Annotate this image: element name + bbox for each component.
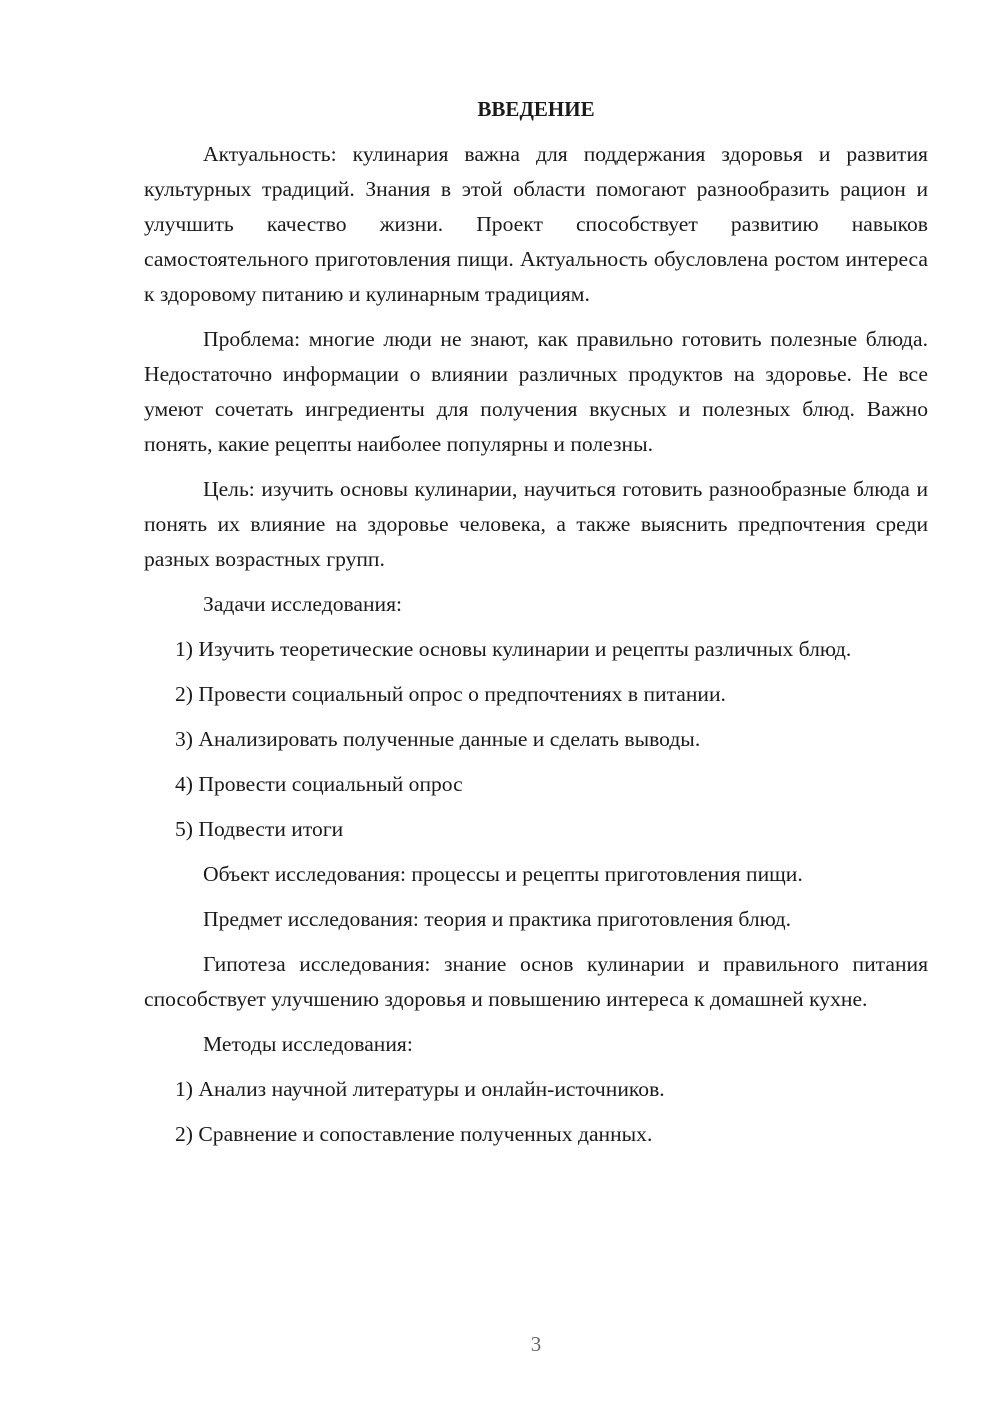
- problem-paragraph: Проблема: многие люди не знают, как правильно готовить полезные блюда. Недостаточно информации о влиянии различных продуктов на здоровье. Не все умеют сочетать ингредиенты для получения вкусных и полезных блюд. Важно понять, какие рецепты наиболее популярны и полезны.: [144, 327, 928, 456]
- document-page: [144, 92, 928, 1162]
- subject-paragraph: Предмет исследования: теория и практика приготовления блюд.: [203, 907, 792, 931]
- page-title: ВВЕДЕНИЕ: [477, 97, 595, 121]
- tasks-heading: Задачи исследования:: [203, 592, 403, 616]
- method-item-1: 1) Анализ научной литературы и онлайн-источников.: [175, 1077, 665, 1101]
- hypothesis-paragraph: Гипотеза исследования: знание основ кулинарии и правильного питания способствует улучшению здоровья и повышению интереса к домашней кухне.: [144, 952, 928, 1011]
- task-item-2: 2) Провести социальный опрос о предпочтениях в питании.: [175, 682, 726, 706]
- task-item-4: 4) Провести социальный опрос: [175, 772, 463, 796]
- task-item-5: 5) Подвести итоги: [175, 817, 344, 841]
- goal-paragraph: Цель: изучить основы кулинарии, научиться готовить разнообразные блюда и понять их влияние на здоровье человека, а также выяснить предпочтения среди разных возрастных групп.: [144, 477, 928, 571]
- relevance-paragraph: Актуальность: кулинария важна для поддержания здоровья и развития культурных традиций. Знания в этой области помогают разнообразить рацион и улучшить качество жизни. Проект способствует развитию навыков самостоятельного приготовления пищи. Актуальность обусловлена ростом интереса к здоровому питанию и кулинарным традициям.: [144, 142, 928, 306]
- page-number: 3: [530, 1332, 542, 1356]
- task-item-3: 3) Анализировать полученные данные и сделать выводы.: [175, 727, 701, 751]
- method-item-2: 2) Сравнение и сопоставление полученных данных.: [175, 1122, 653, 1146]
- object-paragraph: Объект исследования: процессы и рецепты приготовления пищи.: [203, 862, 803, 886]
- task-item-1: 1) Изучить теоретические основы кулинарии и рецепты различных блюд.: [175, 637, 852, 661]
- methods-heading: Методы исследования:: [203, 1032, 413, 1056]
